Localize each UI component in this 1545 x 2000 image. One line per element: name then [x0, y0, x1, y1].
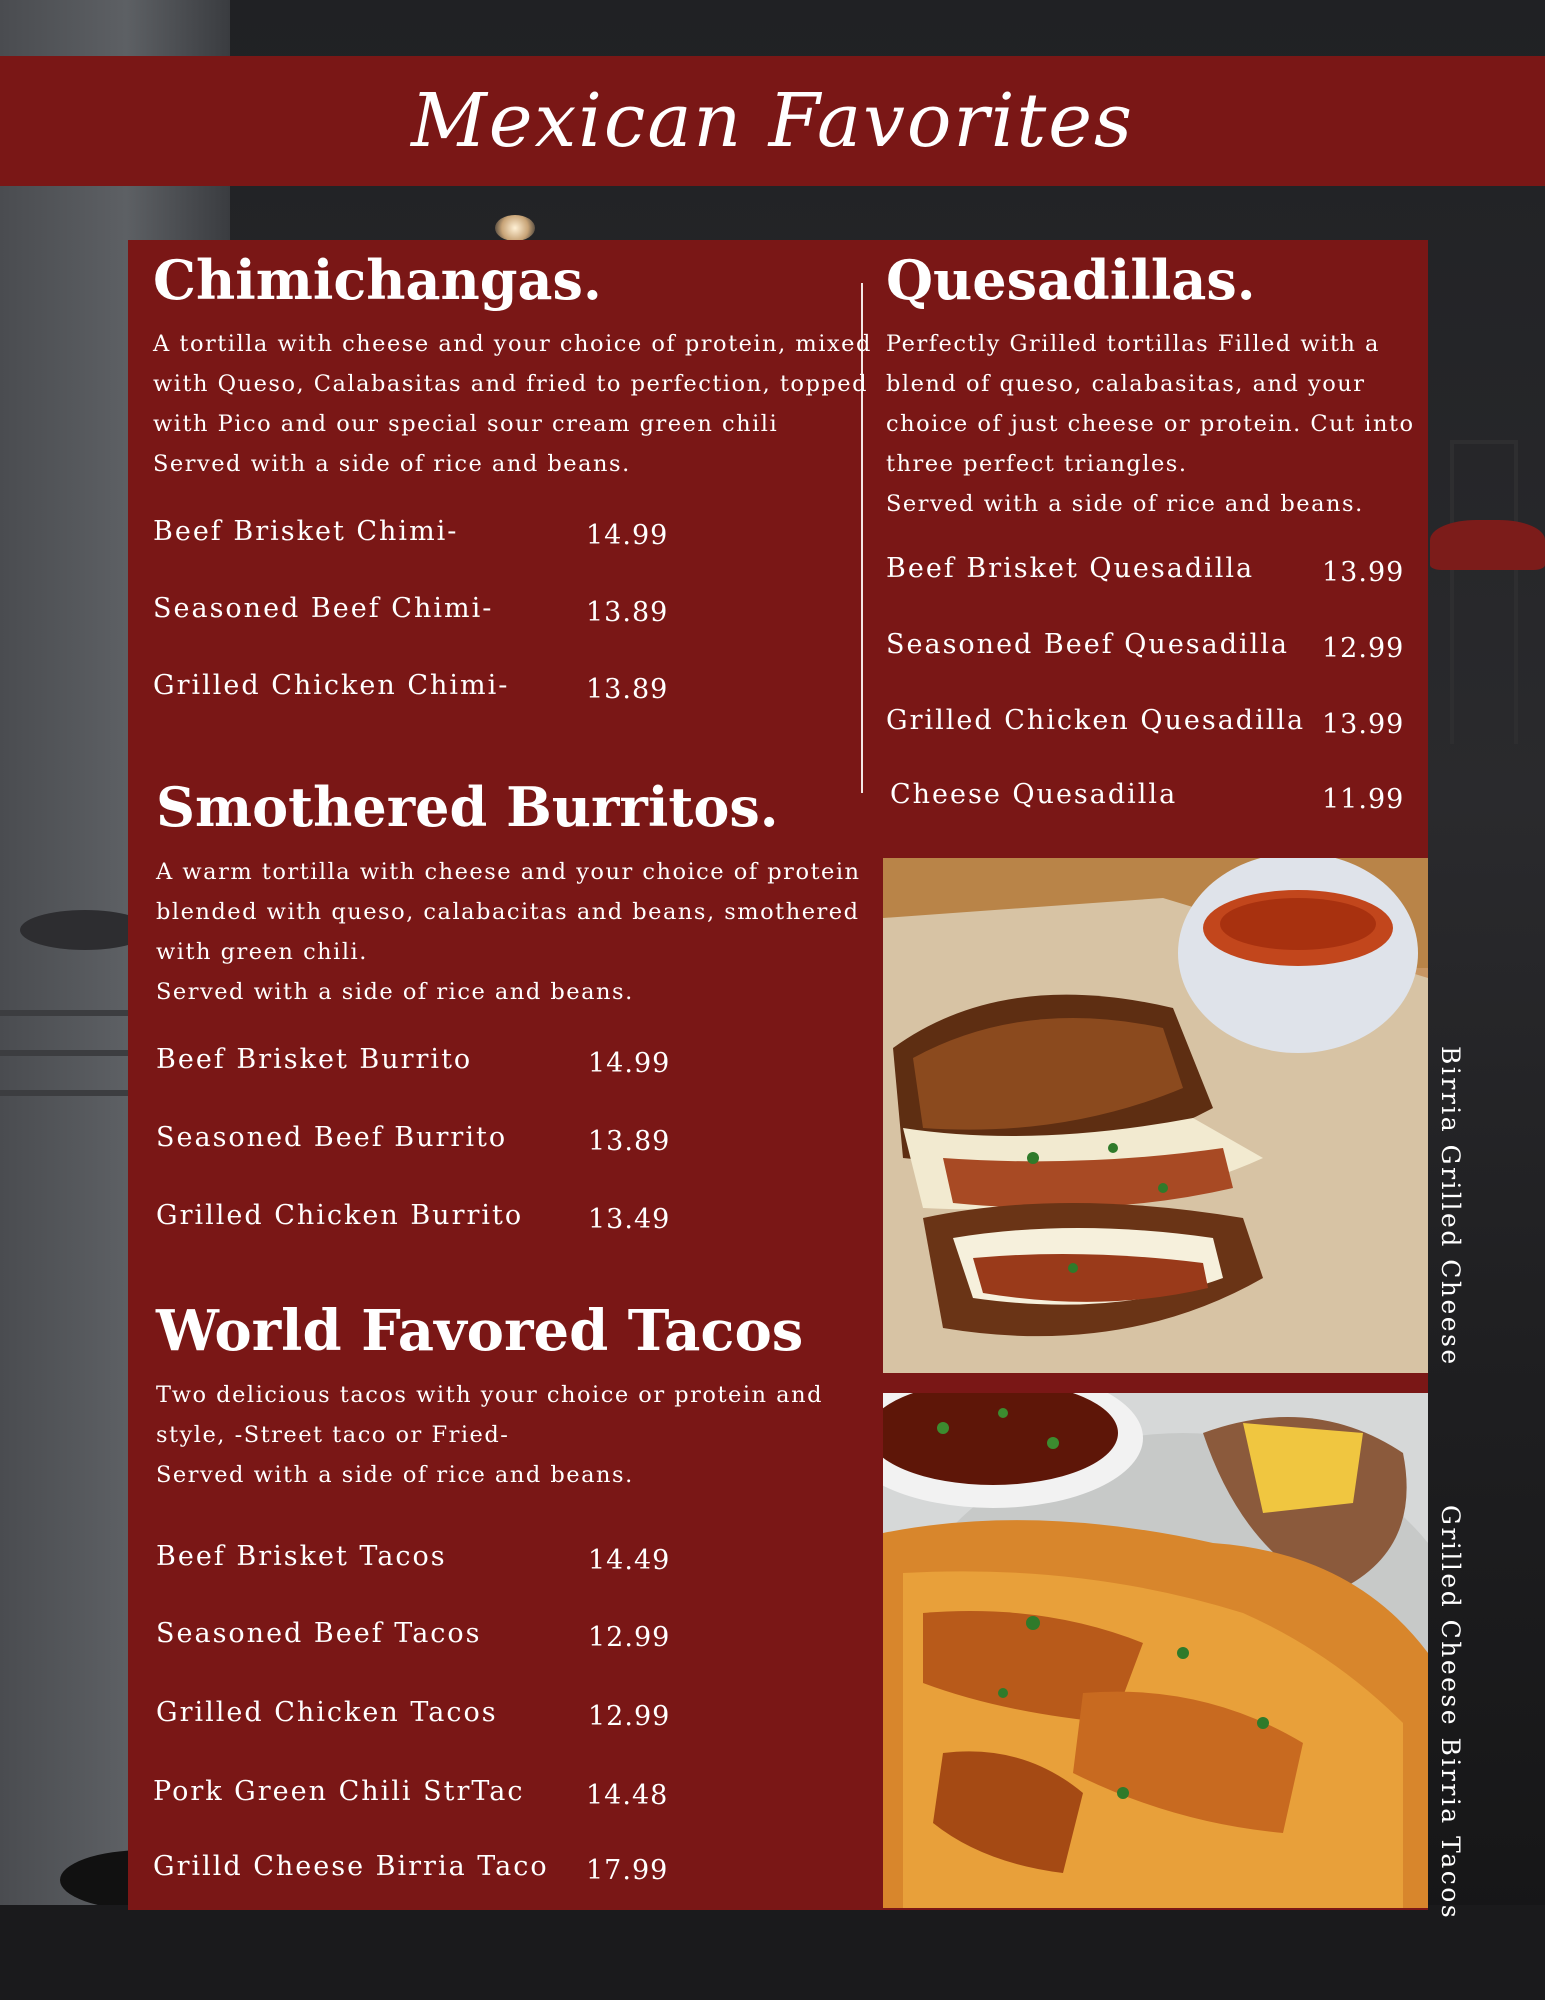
menu-item-name: Seasoned Beef Burrito	[156, 1122, 508, 1153]
menu-item-name: Grilled Chicken Tacos	[156, 1697, 498, 1728]
menu-item-price: 12.99	[1322, 633, 1405, 664]
background-floor	[0, 1905, 1545, 2000]
description-line: Perfectly Grilled tortillas Filled with a	[886, 331, 1380, 357]
section-description-chimichangas	[153, 324, 872, 484]
menu-item-price: 12.99	[588, 1622, 671, 1653]
menu-item-name: Pork Green Chili StrTac	[153, 1776, 525, 1807]
menu-item-price: 13.89	[586, 674, 669, 705]
menu-item-price: 17.99	[586, 1855, 669, 1886]
section-title-tacos: World Favored Tacos	[156, 1298, 804, 1364]
description-line: style, -Street taco or Fried-	[156, 1422, 510, 1448]
menu-item-price: 14.99	[588, 1048, 671, 1079]
description-line: with Pico and our special sour cream green chili	[153, 411, 779, 437]
description-line: Served with a side of rice and beans.	[886, 491, 1364, 517]
birria-grilled-cheese-photo	[883, 858, 1428, 1373]
menu-item-price: 13.49	[588, 1204, 671, 1235]
photo-caption: Birria Grilled Cheese	[1436, 1046, 1465, 1367]
menu-item-name: Grilled Chicken Chimi-	[153, 670, 510, 701]
menu-item-name: Beef Brisket Tacos	[156, 1541, 447, 1572]
grilled-cheese-birria-tacos-illustration	[883, 1393, 1428, 1908]
menu-item-name: Beef Brisket Chimi-	[153, 516, 459, 547]
menu-item-name: Seasoned Beef Quesadilla	[886, 629, 1290, 660]
menu-item-name: Seasoned Beef Chimi-	[153, 593, 494, 624]
menu-item-name: Cheese Quesadilla	[890, 779, 1178, 810]
background-lamp	[495, 215, 535, 241]
menu-item-name: Seasoned Beef Tacos	[156, 1618, 482, 1649]
background-chair	[1450, 440, 1518, 744]
description-line: blend of queso, calabasitas, and your	[886, 371, 1366, 397]
description-line: Two delicious tacos with your choice or protein and	[156, 1382, 823, 1408]
grilled-cheese-birria-tacos-photo	[883, 1393, 1428, 1908]
menu-item-price: 13.99	[1322, 709, 1405, 740]
section-title-chimichangas: Chimichangas.	[153, 248, 602, 312]
background-red-cushion	[1430, 520, 1545, 570]
menu-item-price: 13.89	[588, 1126, 671, 1157]
description-line: A warm tortilla with cheese and your choice of protein	[156, 859, 861, 885]
background-chair-slat	[0, 1050, 140, 1056]
menu-item-price: 14.49	[588, 1545, 671, 1576]
menu-item-price: 12.99	[588, 1701, 671, 1732]
menu-item-price: 13.89	[586, 597, 669, 628]
section-description-tacos	[156, 1375, 823, 1495]
description-line: with green chili.	[156, 939, 368, 965]
description-line: with Queso, Calabasitas and fried to perfection, topped	[153, 371, 869, 397]
menu-item-name: Beef Brisket Quesadilla	[886, 553, 1255, 584]
background-chair-slat	[0, 1090, 140, 1096]
birria-grilled-cheese-illustration	[883, 858, 1428, 1373]
photo-caption: Grilled Cheese Birria Tacos	[1436, 1505, 1465, 1921]
description-line: blended with queso, calabacitas and beans, smothered	[156, 899, 860, 925]
menu-item-name: Grilld Cheese Birria Taco	[153, 1851, 549, 1882]
menu-item-name: Grilled Chicken Quesadilla	[886, 705, 1306, 736]
menu-item-name: Beef Brisket Burrito	[156, 1044, 473, 1075]
section-title-burritos: Smothered Burritos.	[156, 775, 779, 839]
menu-item-price: 11.99	[1322, 784, 1405, 815]
background-chair-slat	[0, 1010, 140, 1016]
description-line: Served with a side of rice and beans.	[153, 451, 631, 477]
description-line: Served with a side of rice and beans.	[156, 979, 634, 1005]
section-title-quesadillas: Quesadillas.	[886, 248, 1256, 312]
header-banner	[0, 56, 1545, 186]
description-line: choice of just cheese or protein. Cut into	[886, 411, 1415, 437]
description-line: A tortilla with cheese and your choice of protein, mixed	[153, 331, 872, 357]
page-title: Mexican Favorites	[410, 78, 1135, 164]
description-line: Served with a side of rice and beans.	[156, 1462, 634, 1488]
menu-item-price: 14.99	[586, 520, 669, 551]
description-line: three perfect triangles.	[886, 451, 1188, 477]
menu-item-price: 13.99	[1322, 557, 1405, 588]
menu-item-price: 14.48	[586, 1780, 669, 1811]
section-description-burritos	[156, 852, 861, 1012]
menu-item-name: Grilled Chicken Burrito	[156, 1200, 524, 1231]
section-description-quesadillas	[886, 324, 1415, 524]
